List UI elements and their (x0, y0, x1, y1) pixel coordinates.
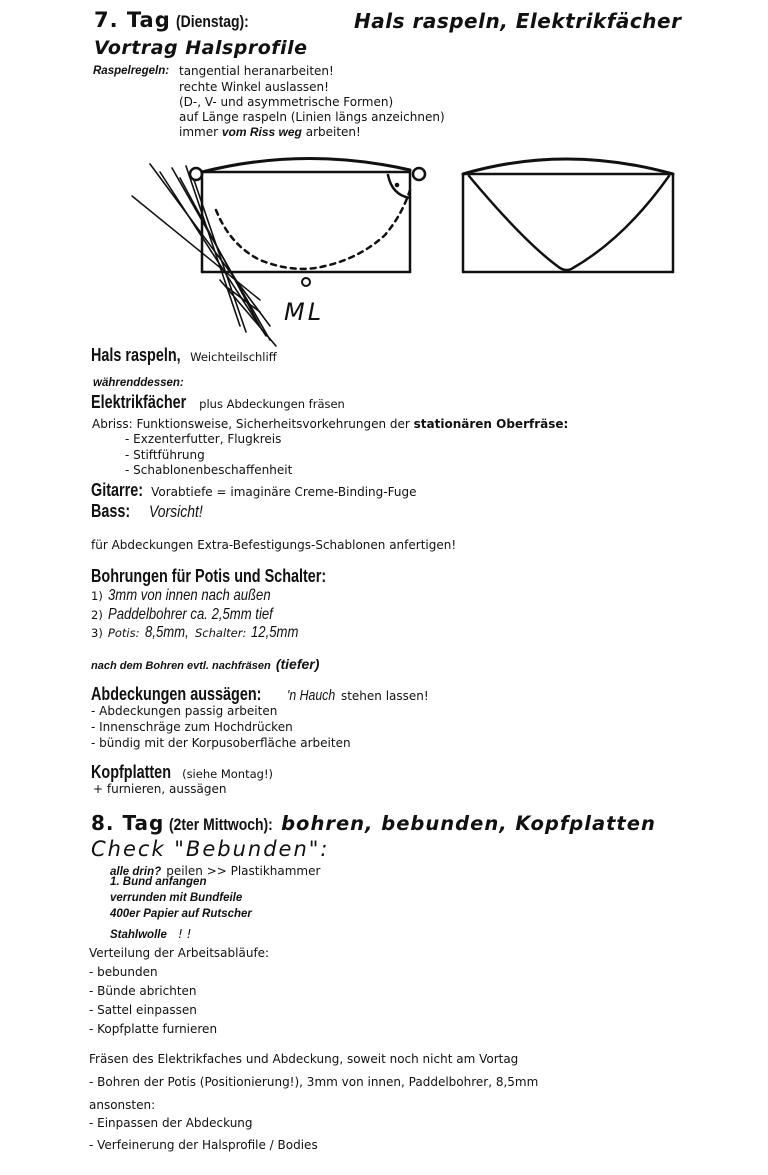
bohrungen-text-1: 3mm von innen nach außen (107, 587, 271, 604)
bohrungen-after-b: (tiefer) (275, 656, 320, 672)
lecture-title: Vortrag Halsprofile (94, 37, 308, 59)
schalter-label: Schalter: (194, 626, 247, 640)
aussaegen-item: - Innenschräge zum Hochdrücken (91, 720, 293, 734)
fraesen-ansonsten: ansonsten: (89, 1098, 156, 1112)
v-profile-sketch (455, 148, 685, 278)
check-title: Check "Bebunden": (91, 837, 330, 861)
bohrungen-line-3 (91, 622, 309, 642)
bohrungen-line-2 (91, 604, 309, 624)
fraesen-line-2: - Bohren der Potis (Positionierung!), 3mm von innen, Paddelbohrer, 8,5mm (89, 1075, 539, 1089)
aussaegen-rest: stehen lassen! (340, 689, 429, 703)
fraesen-item: - Verfeinerung der Halsprofile / Bodies (89, 1138, 318, 1152)
gitarre-text: Vorabtiefe = imaginäre Creme-Binding-Fuge (151, 485, 417, 499)
kopf-heading (91, 762, 273, 783)
gitarre-line (91, 480, 416, 501)
raspel-line-5 (179, 125, 361, 141)
raspel-line-1: tangential heranarbeiten! (179, 64, 334, 78)
day8-topic: bohren, bebunden, Kopfplatten (281, 812, 656, 835)
day7-heading (94, 8, 265, 32)
aussaegen-hauch: 'n Hauch (287, 687, 336, 704)
day7-weekday: (Dienstag): (175, 12, 249, 31)
elektrik-item: - Stiftführung (125, 448, 205, 462)
fraesen-item: - Einpassen der Abdeckung (89, 1116, 253, 1130)
potis-value: 8,5mm, (144, 624, 189, 641)
raspel-line-3: (D-, V- und asymmetrische Formen) (179, 95, 394, 109)
bass-label: Bass: (91, 501, 131, 521)
aussaegen-item: - Abdeckungen passig arbeiten (91, 704, 278, 718)
raspel-label: Raspelregeln: (93, 65, 170, 77)
ml-label: ML (284, 298, 325, 326)
kopf-rest: (siehe Montag!) (182, 767, 274, 781)
day8-heading (91, 811, 656, 835)
verteilung-item: - bebunden (89, 965, 158, 979)
raspel-line-5-b: vom Riss weg (221, 125, 302, 139)
verteilung-item: - Kopfplatte furnieren (89, 1022, 218, 1036)
raspel-line-4: auf Länge raspeln (Linien längs anzeichnen) (179, 110, 445, 124)
check-stahlwolle: Stahlwolle (110, 929, 167, 941)
check-peilen: peilen >> Plastikhammer (166, 864, 321, 878)
check-marks: ! ! (177, 927, 192, 941)
fraesen-line-1: Fräsen des Elektrikfaches und Abdeckung, soweit noch nicht am Vortag (89, 1052, 519, 1066)
elektrik-item: - Exzenterfutter, Flugkreis (125, 432, 282, 446)
verteilung-item: - Bünde abrichten (89, 984, 197, 998)
elektrik-title: Elektrikfächer (91, 392, 187, 412)
bohrungen-after-a: nach dem Bohren evtl. nachfräsen (91, 660, 271, 672)
kopf-sub: + furnieren, aussägen (93, 782, 227, 796)
hals-rest: Weichteilschliff (190, 350, 277, 364)
raspel-line-5-a: immer (179, 125, 219, 139)
raspel-line-5-c: arbeiten! (305, 125, 361, 139)
abriss-a: Abriss: Funktionsweise, Sicherheitsvorkehrungen der (92, 417, 410, 431)
kopf-title: Kopfplatten (91, 762, 171, 782)
day7-topic: Hals raspeln, Elektrikfächer (354, 9, 682, 33)
day8-weekday: (2ter Mittwoch): (169, 815, 274, 834)
bohrungen-text-2: Paddelbohrer ca. 2,5mm tief (107, 606, 273, 623)
check-line-5 (110, 923, 191, 942)
aussaegen-heading (91, 684, 429, 705)
potis-label: Potis: (107, 626, 140, 640)
elektrik-heading (91, 392, 345, 413)
abriss-b: stationären Oberfräse: (413, 417, 569, 431)
meanwhile-label: währenddessen: (93, 377, 184, 389)
bohrungen-after (91, 654, 319, 673)
check-line-4: 400er Papier auf Rutscher (110, 908, 252, 920)
gitarre-label: Gitarre: (91, 480, 144, 500)
bohrungen-line-1 (91, 585, 306, 605)
bass-text: Vorsicht! (149, 502, 203, 521)
bohrungen-title: Bohrungen für Potis und Schalter: (91, 566, 327, 586)
hals-heading (91, 345, 277, 366)
day7-number: 7. Tag (94, 8, 171, 32)
day8-number: 8. Tag (91, 811, 165, 835)
elektrik-item: - Schablonenbeschaffenheit (125, 463, 293, 477)
elektrik-rest: plus Abdeckungen fräsen (199, 397, 345, 411)
hals-title: Hals raspeln, (91, 345, 181, 365)
aussaegen-item: - bündig mit der Korpusoberfläche arbeiten (91, 736, 351, 750)
bohrungen-num-2: 2) (91, 608, 103, 622)
abriss-line (92, 417, 568, 433)
verteilung-title: Verteilung der Arbeitsabläufe: (89, 946, 270, 960)
bohrungen-num-3: 3) (91, 626, 103, 640)
bass-line (91, 501, 215, 522)
raspel-line-2: rechte Winkel auslassen! (179, 80, 329, 94)
check-line-3: verrunden mit Bundfeile (110, 892, 243, 904)
schalter-value: 12,5mm (251, 624, 299, 641)
verteilung-item: - Sattel einpassen (89, 1003, 197, 1017)
check-line-2: 1. Bund anfangen (110, 876, 207, 888)
bohrungen-num-1: 1) (91, 589, 103, 603)
check-alle-drin: alle drin? (110, 866, 162, 878)
abdeck-note: für Abdeckungen Extra-Befestigungs-Schablonen anfertigen! (91, 538, 457, 552)
aussaegen-title: Abdeckungen aussägen: (91, 684, 262, 704)
